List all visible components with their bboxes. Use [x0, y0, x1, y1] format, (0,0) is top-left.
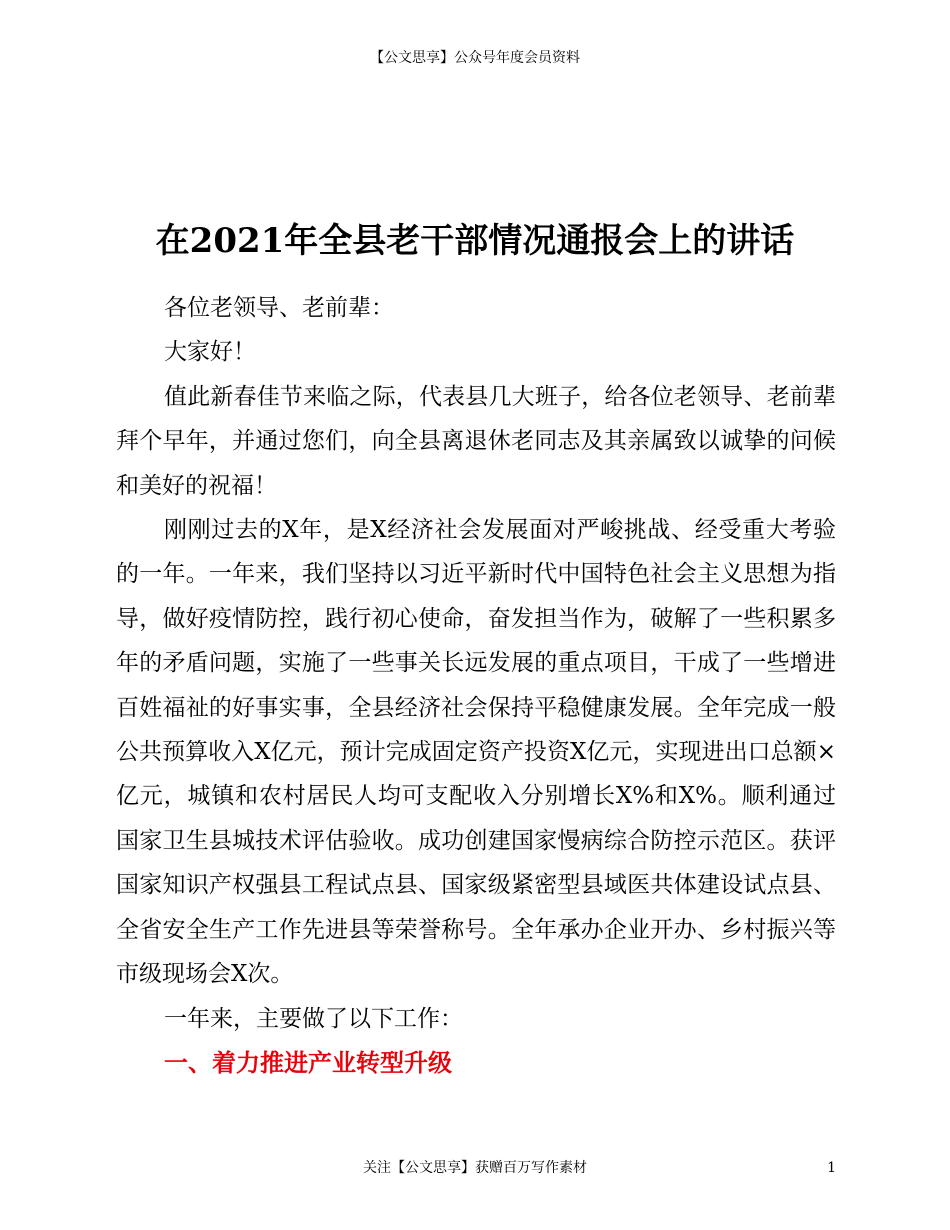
document-body	[116, 286, 836, 1085]
paragraph-greeting: 大家好！	[164, 339, 256, 366]
section-heading: 一、着力推进产业转型升级	[164, 1048, 452, 1077]
page-number: 1	[827, 1160, 836, 1176]
page-footer: 关注【公文思享】获赠百万写作素材	[363, 1160, 587, 1176]
paragraph-work-intro: 一年来，主要做了以下工作：	[164, 1005, 463, 1032]
page-header: 【公文思享】公众号年度会员资料	[370, 50, 580, 66]
paragraph-salutation: 各位老领导、老前辈：	[164, 295, 394, 321]
paragraph-year-review: 刚刚过去的X年，是X经济社会发展面对严峻挑战、经受重大考验的一年。一年来，我们坚持以习近平新时代中国特色社会主义思想为指导，做好疫情防控，践行初心使命，奋发担当作为，破解了一些积累多年的矛盾问题，实施了一些事关长远发展的重点项目，干成了一些增进百姓福祉的好事实事，全县经济社会保持平稳健康发展。全年完成一般公共预算收入X亿元，预计完成固定资产投资X亿元，实现进出口总额×亿元，城镇和农村居民人均可支配收入分别增长X%和X%。顺利通过国家卫生县城技术评估验收。成功创建国家慢病综合防控示范区。获评国家知识产权强县工程试点县、国家级紧密型县域医共体建设试点县、全省安全生产工作先进县等荣誉称号。全年承办企业开办、乡村振兴等市级现场会X次。	[116, 517, 836, 988]
paragraph-new-year-wishes: 值此新春佳节来临之际，代表县几大班子，给各位老领导、老前辈拜个早年，并通过您们，向全县离退休老同志及其亲属致以诚挚的问候和美好的祝福！	[116, 383, 836, 499]
document-title: 在2021年全县老干部情况通报会上的讲话	[155, 221, 795, 261]
